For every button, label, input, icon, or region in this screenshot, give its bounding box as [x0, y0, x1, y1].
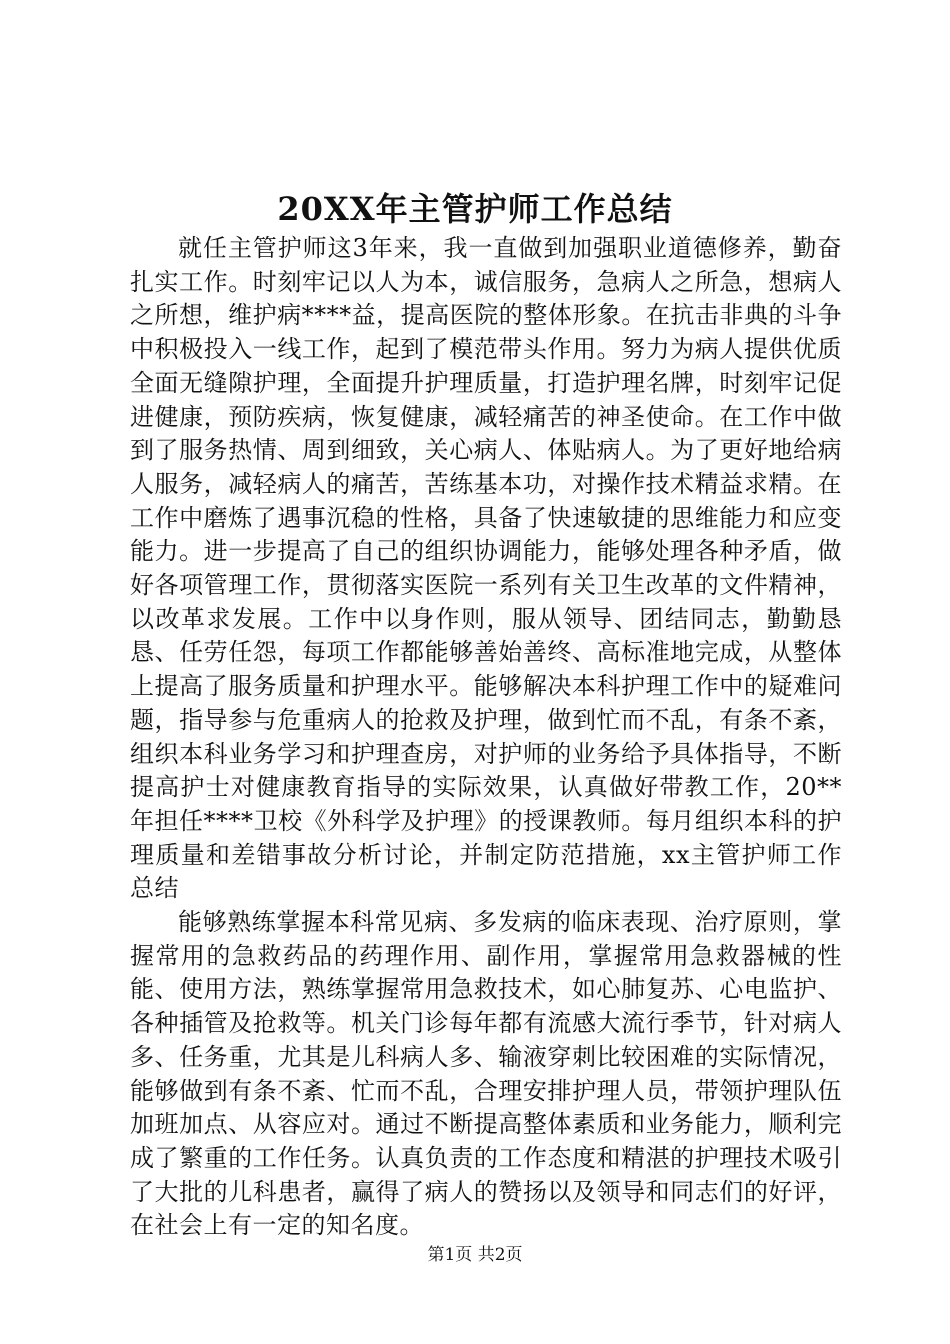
paragraph-2: 能够熟练掌握本科常见病、多发病的临床表现、治疗原则，掌握常用的急救药品的药理作用、副作用，掌握常用急救器械的性能、使用方法，熟练掌握常用急救技术，如心肺复苏、心电监护、各种插管及抢救等。机关门诊每年都有流感大流行季节，针对病人多、任务重，尤其是儿科病人多、输液穿刺比较困难的实际情况，能够做到有条不紊、忙而不乱，合理安排护理人员，带领护理队伍加班加点、从容应对。通过不断提高整体素质和业务能力，顺利完成了繁重的工作任务。认真负责的工作态度和精湛的护理技术吸引了大批的儿科患者，赢得了病人的赞扬以及领导和同志们的好评，在社会上有一定的知名度。 — [130, 908, 842, 1240]
paragraph-1: 就任主管护师这3年来，我一直做到加强职业道德修养，勤奋扎实工作。时刻牢记以人为本，诚信服务，急病人之所急，想病人之所想，维护病****益，提高医院的整体形象。在抗击非典的斗争中积极投入一线工作，起到了模范带头作用。努力为病人提供优质全面无缝隙护理，全面提升护理质量，打造护理名牌，时刻牢记促进健康，预防疾病，恢复健康，减轻痛苦的神圣使命。在工作中做到了服务热情、周到细致，关心病人、体贴病人。为了更好地给病人服务，减轻病人的痛苦，苦练基本功，对操作技术精益求精。在工作中磨炼了遇事沉稳的性格，具备了快速敏捷的思维能力和应变能力。进一步提高了自己的组织协调能力，能够处理各种矛盾，做好各项管理工作，贯彻落实医院一系列有关卫生改革的文件精神，以改革求发展。工作中以身作则，服从领导、团结同志，勤勤恳恳、任劳任怨，每项工作都能够善始善终、高标准地完成，从整体上提高了服务质量和护理水平。能够解决本科护理工作中的疑难问题，指导参与危重病人的抢救及护理，做到忙而不乱，有条不紊，组织本科业务学习和护理查房，对护师的业务给予具体指导，不断提高护士对健康教育指导的实际效果，认真做好带教工作，20**年担任****卫校《外科学及护理》的授课教师。每月组织本科的护理质量和差错事故分析讨论，并制定防范措施，xx主管护师工作总结 — [130, 234, 842, 903]
document-body — [130, 232, 842, 1243]
document-title: 20XX年主管护师工作总结 — [277, 190, 673, 228]
page-footer: 第1页 共2页 — [427, 1245, 523, 1265]
